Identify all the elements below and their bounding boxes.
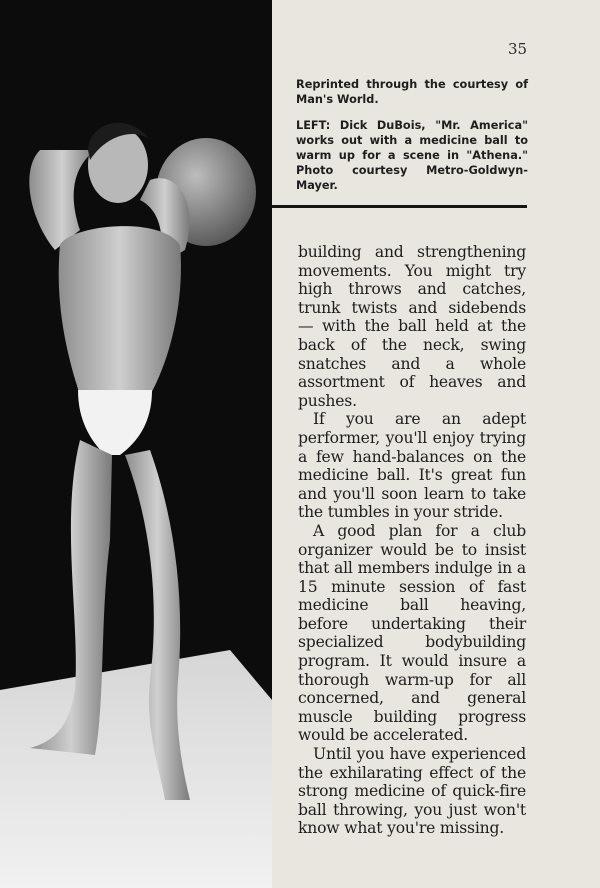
article-paragraph: building and strengthening movements. You might try high throws and catches, trunk twists and sidebends — with the ball held at the back of the neck, swing snatches and a whole assortment of heaves and pushes. — [298, 243, 526, 410]
article-body — [298, 243, 526, 838]
athlete-photo-illustration — [0, 0, 272, 888]
reprint-credit: Reprinted through the courtesy of Man's World. — [296, 78, 528, 106]
section-divider — [272, 205, 527, 208]
page-number: 35 — [508, 40, 528, 58]
article-paragraph: Until you have experienced the exhilarating effect of the strong medicine of quick-fire ball throwing, you just won't know what you're missing. — [298, 745, 526, 838]
article-paragraph: A good plan for a club organizer would be to insist that all members indulge in a 15 minute session of fast medicine ball heaving, before undertaking their specialized bodybuilding program. It would insure a thorough warm-up for all concerned, and general muscle building progress would be accelerated. — [298, 521, 526, 745]
athlete-photo — [0, 0, 272, 888]
article-paragraph: If you are an adept performer, you'll enjoy trying a few hand-balances on the medicine ball. It's great fun and you'll soon learn to take the tumbles in your stride. — [298, 410, 526, 522]
floor-mat — [0, 650, 272, 888]
photo-caption: LEFT: Dick DuBois, "Mr. America" works out with a medicine ball to warm up for a scene in "Athena." Photo courtesy Metro-Goldwyn-Mayer. — [296, 119, 528, 192]
